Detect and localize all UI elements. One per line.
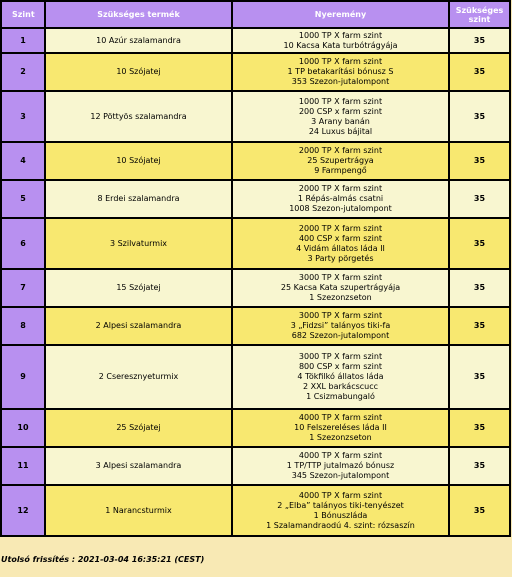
reward-line: 2000 TP X farm szint	[298, 146, 383, 155]
reward-line: 1 Szalamandraodú 4. szint: rózsaszín	[266, 520, 415, 530]
reward-cell	[233, 308, 448, 344]
product-cell: 10 Azúr szalamandra	[46, 29, 231, 52]
table-row	[2, 219, 509, 268]
needed-level-cell: 35	[450, 54, 509, 90]
needed-level-cell: 35	[450, 181, 509, 217]
level-cell: 8	[2, 308, 44, 344]
needed-level-cell: 35	[450, 486, 509, 535]
table-row	[2, 143, 509, 179]
table-row	[2, 448, 509, 484]
reward-line: 1 Szezonzseton	[309, 293, 372, 302]
reward-cell	[233, 29, 448, 52]
reward-line: 1 Répás-almás csatni	[297, 194, 384, 203]
reward-line: 3000 TP X farm szint	[298, 273, 383, 282]
reward-line: 4000 TP X farm szint	[298, 451, 383, 460]
level-cell: 1	[2, 29, 44, 52]
reward-line: 1008 Szezon-jutalompont	[289, 204, 392, 213]
reward-line: 25 Kacsa Kata szupertrágyája	[280, 283, 401, 292]
reward-line: 3 Party pörgetés	[307, 253, 374, 263]
needed-level-cell: 35	[450, 92, 509, 141]
product-cell: 15 Szójatej	[46, 270, 231, 306]
needed-level-cell: 35	[450, 143, 509, 179]
level-cell: 5	[2, 181, 44, 217]
level-cell: 7	[2, 270, 44, 306]
table-row	[2, 270, 509, 306]
reward-line: 10 Felszereléses láda II	[294, 423, 387, 432]
table-row	[2, 486, 509, 535]
reward-line: 9 Farmpengő	[314, 166, 367, 175]
reward-line: 2000 TP X farm szint	[298, 184, 383, 193]
reward-line: 1000 TP X farm szint	[298, 30, 383, 40]
product-cell: 2 Cseresznyeturmix	[46, 346, 231, 408]
table-row	[2, 54, 509, 90]
product-cell: 1 Narancsturmix	[46, 486, 231, 535]
reward-line: 400 CSP x farm szint	[298, 233, 383, 243]
table-row	[2, 308, 509, 344]
reward-cell	[233, 486, 448, 535]
table-body	[2, 29, 509, 535]
reward-cell	[233, 92, 448, 141]
needed-level-cell: 35	[450, 346, 509, 408]
needed-level-cell: 35	[450, 29, 509, 52]
reward-line: 24 Luxus bájital	[308, 126, 373, 136]
level-cell: 4	[2, 143, 44, 179]
reward-line: 1 Szezonzseton	[309, 433, 372, 442]
reward-cell	[233, 143, 448, 179]
header-level: Szint	[2, 2, 44, 27]
product-cell: 25 Szójatej	[46, 410, 231, 446]
reward-cell	[233, 448, 448, 484]
table-row	[2, 410, 509, 446]
reward-cell	[233, 54, 448, 90]
level-cell: 12	[2, 486, 44, 535]
needed-level-cell: 35	[450, 448, 509, 484]
reward-line: 800 CSP x farm szint	[298, 362, 383, 371]
level-cell: 9	[2, 346, 44, 408]
reward-line: 3000 TP X farm szint	[298, 311, 383, 320]
reward-line: 3 Arany banán	[311, 116, 370, 126]
level-cell: 2	[2, 54, 44, 90]
reward-line: 2 XXL barkácscucc	[302, 382, 379, 391]
reward-cell	[233, 219, 448, 268]
reward-cell	[233, 410, 448, 446]
reward-line: 1 TP/TTP jutalmazó bónusz	[286, 461, 395, 470]
reward-line: 345 Szezon-jutalompont	[291, 471, 390, 480]
level-cell: 10	[2, 410, 44, 446]
table-row	[2, 92, 509, 141]
header-needed-level: Szükséges szint	[450, 2, 509, 27]
reward-line: 10 Kacsa Kata turbótrágyája	[283, 40, 398, 50]
reward-line: 682 Szezon-jutalompont	[291, 331, 390, 340]
reward-cell	[233, 181, 448, 217]
needed-level-cell: 35	[450, 270, 509, 306]
last-updated: Utolsó frissítés : 2021-03-04 16:35:21 (CEST)	[1, 555, 205, 564]
header-reward: Nyeremény	[233, 2, 448, 27]
reward-line: 1000 TP X farm szint	[298, 57, 383, 66]
reward-line: 4000 TP X farm szint	[298, 413, 383, 422]
product-cell: 3 Alpesi szalamandra	[46, 448, 231, 484]
product-cell: 2 Alpesi szalamandra	[46, 308, 231, 344]
reward-line: 1 TP betakarítási bónusz S	[287, 67, 394, 76]
table-row	[2, 346, 509, 408]
table-row	[2, 181, 509, 217]
reward-line: 25 Szupertrágya	[307, 156, 374, 165]
reward-line: 2 „Elba” talányos tiki-tenyészet	[277, 500, 404, 510]
reward-line: 4 Vidám állatos láda II	[296, 243, 385, 253]
level-cell: 11	[2, 448, 44, 484]
reward-cell	[233, 270, 448, 306]
reward-line: 1 Csizmabungaló	[306, 392, 375, 401]
product-cell: 10 Szójatej	[46, 143, 231, 179]
needed-level-cell: 35	[450, 219, 509, 268]
level-cell: 3	[2, 92, 44, 141]
table-header-row	[2, 2, 509, 27]
product-cell: 8 Erdei szalamandra	[46, 181, 231, 217]
reward-line: 4 Tökfilkó állatos láda	[297, 372, 384, 381]
needed-level-cell: 35	[450, 308, 509, 344]
reward-line: 200 CSP x farm szint	[298, 106, 383, 116]
reward-line: 1 Bónuszláda	[313, 510, 368, 520]
table-row	[2, 29, 509, 52]
reward-line: 3 „Fidzsi” talányos tiki-fa	[290, 321, 391, 330]
header-product: Szükséges termék	[46, 2, 231, 27]
product-cell: 10 Szójatej	[46, 54, 231, 90]
product-cell: 12 Pöttyös szalamandra	[46, 92, 231, 141]
reward-line: 2000 TP X farm szint	[298, 223, 383, 233]
reward-line: 1000 TP X farm szint	[298, 96, 383, 106]
reward-line: 4000 TP X farm szint	[298, 490, 383, 500]
needed-level-cell: 35	[450, 410, 509, 446]
product-cell: 3 Szilvaturmix	[46, 219, 231, 268]
level-cell: 6	[2, 219, 44, 268]
reward-line: 3000 TP X farm szint	[298, 352, 383, 361]
reward-cell	[233, 346, 448, 408]
reward-line: 353 Szezon-jutalompont	[291, 77, 390, 86]
